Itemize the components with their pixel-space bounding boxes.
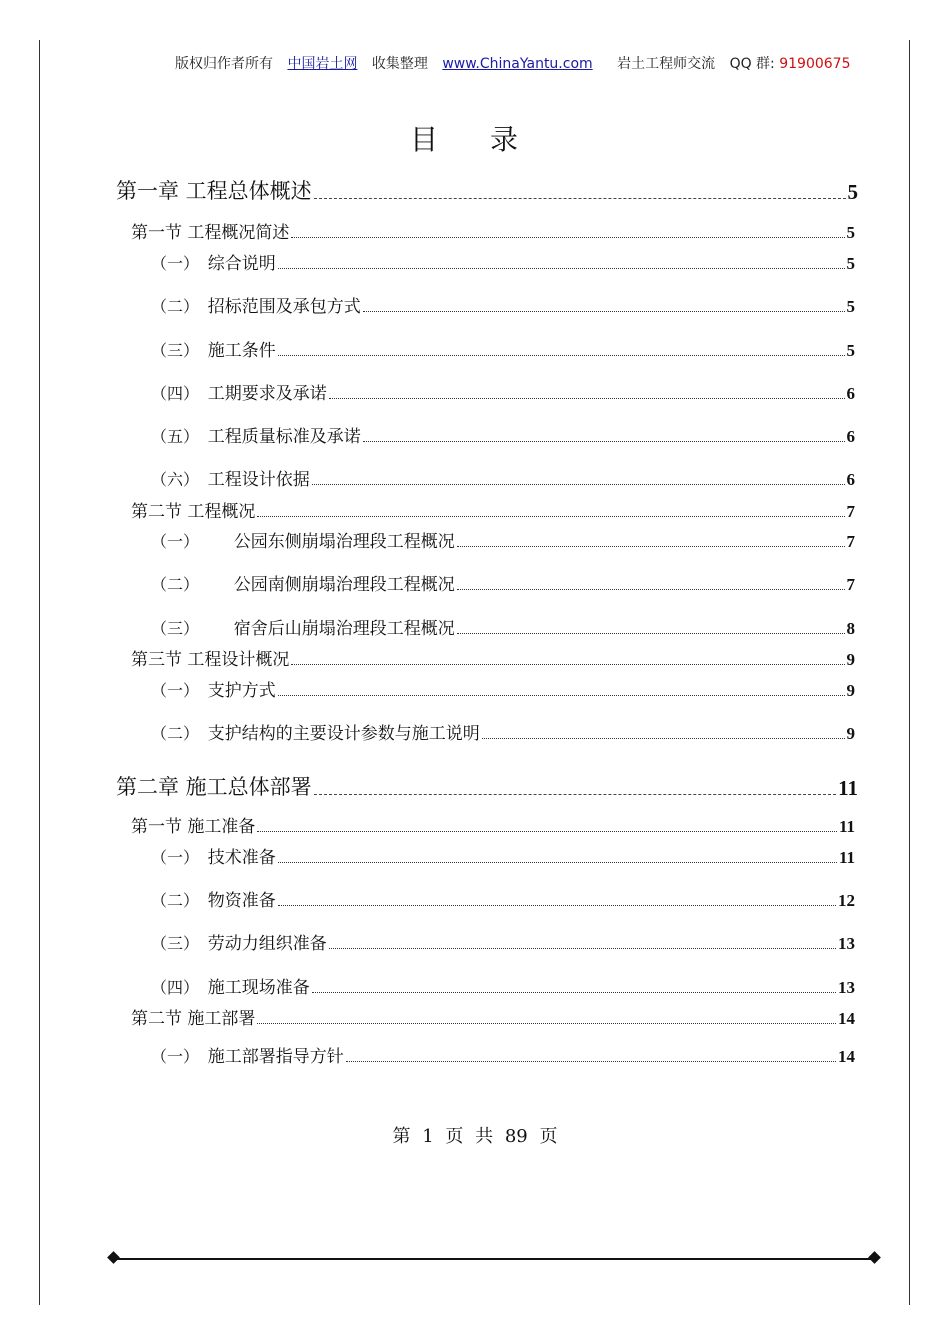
bottom-rule xyxy=(116,1258,876,1260)
toc-leader-dots xyxy=(291,664,844,665)
toc-entry-text: 技术准备 xyxy=(207,848,276,868)
toc-page-number: 7 xyxy=(846,502,855,521)
toc-leader-dots xyxy=(257,1023,836,1024)
toc-leader-dots xyxy=(312,484,845,485)
toc-entry-label: 第三节 工程设计概况 xyxy=(131,650,290,670)
toc-page-number: 6 xyxy=(846,427,855,446)
toc-entry[interactable] xyxy=(151,1042,855,1067)
toc-page-number: 14 xyxy=(838,1047,855,1066)
header-url-link[interactable]: www.ChinaYantu.com xyxy=(442,56,593,72)
toc-entry-label xyxy=(151,614,455,639)
toc-leader-dots xyxy=(314,198,846,199)
header-community: 岩土工程师交流 xyxy=(617,56,716,72)
toc-page-number: 5 xyxy=(846,297,855,316)
toc-entry-label: 第二节 施工部署 xyxy=(131,1009,256,1029)
toc-entry-label xyxy=(151,292,361,317)
right-margin-line xyxy=(909,40,910,1305)
toc-entry-text: 宿舍后山崩塌治理段工程概况 xyxy=(233,619,455,639)
toc-entry[interactable] xyxy=(151,614,855,639)
toc-page-number: 5 xyxy=(846,341,855,360)
toc-entry[interactable] xyxy=(151,422,855,447)
toc-entry-label xyxy=(151,1042,344,1067)
page-footer: 第 1 页 共 89 页 xyxy=(392,1126,558,1147)
toc-leader-dots xyxy=(278,355,845,356)
toc-entry-text: 施工条件 xyxy=(207,341,276,361)
toc-entry-label xyxy=(151,719,480,744)
toc-entry-text: 施工现场准备 xyxy=(207,978,310,998)
toc-entry-number: （三） xyxy=(151,934,200,953)
toc-entry[interactable] xyxy=(151,719,855,744)
toc-page-number: 9 xyxy=(846,650,855,669)
toc-entry-number: （二） xyxy=(151,297,200,316)
toc-leader-dots xyxy=(329,948,836,949)
toc-page-number: 6 xyxy=(846,470,855,489)
toc-entry[interactable] xyxy=(151,973,855,998)
toc-entry-number: （五） xyxy=(151,427,200,446)
toc-entry-label xyxy=(151,422,361,447)
toc-leader-dots xyxy=(363,441,845,442)
toc-entry-text: 支护方式 xyxy=(207,681,276,701)
toc-entry[interactable] xyxy=(131,812,855,837)
toc-leader-dots xyxy=(346,1061,836,1062)
toc-entry-number: （三） xyxy=(151,619,200,638)
toc-entry-text: 招标范围及承包方式 xyxy=(207,297,361,317)
header-qq-number: 91900675 xyxy=(779,56,851,72)
toc-page-number: 12 xyxy=(838,891,855,910)
toc-entry-label: 第一章 工程总体概述 xyxy=(116,179,312,203)
toc-entry-label xyxy=(151,336,276,361)
toc-entry-number: （一） xyxy=(151,1047,200,1066)
toc-page-number: 9 xyxy=(846,724,855,743)
toc-entry[interactable] xyxy=(151,379,855,404)
toc-page-number: 9 xyxy=(846,681,855,700)
toc-page-number: 14 xyxy=(838,1009,855,1028)
toc-entry-number: （一） xyxy=(151,532,200,551)
toc-entry[interactable] xyxy=(131,1004,855,1029)
toc-page-number: 8 xyxy=(846,619,855,638)
toc-page-number: 5 xyxy=(846,223,855,242)
toc-entry-number: （二） xyxy=(151,724,200,743)
toc-entry[interactable] xyxy=(151,843,855,868)
toc-entry[interactable] xyxy=(151,249,855,274)
toc-entry[interactable] xyxy=(151,886,855,911)
toc-entry-number: （四） xyxy=(151,978,200,997)
toc-entry-number: （三） xyxy=(151,341,200,360)
toc-entry-number: （一） xyxy=(151,681,200,700)
header-qq-label: QQ 群: xyxy=(729,56,775,72)
toc-leader-dots xyxy=(482,738,845,739)
toc-leader-dots xyxy=(457,546,845,547)
toc-entry[interactable] xyxy=(116,175,858,205)
toc-entry[interactable] xyxy=(151,676,855,701)
toc-entry-number: （一） xyxy=(151,254,200,273)
toc-page-number: 7 xyxy=(846,575,855,594)
toc-entry[interactable] xyxy=(151,336,855,361)
toc-leader-dots xyxy=(278,268,845,269)
header-collect: 收集整理 xyxy=(371,56,428,72)
toc-leader-dots xyxy=(329,398,845,399)
toc-leader-dots xyxy=(257,831,837,832)
toc-entry-text: 公园南侧崩塌治理段工程概况 xyxy=(233,575,455,595)
toc-page-number: 5 xyxy=(847,180,858,204)
toc-entry[interactable] xyxy=(151,570,855,595)
toc-entry[interactable] xyxy=(116,771,858,801)
header-site-link[interactable]: 中国岩土网 xyxy=(287,56,358,72)
toc-entry-text: 支护结构的主要设计参数与施工说明 xyxy=(207,724,480,744)
toc-leader-dots xyxy=(278,862,837,863)
toc-entry-label: 第一节 工程概况简述 xyxy=(131,223,290,243)
diamond-ornament-right xyxy=(868,1251,881,1264)
toc-entry[interactable] xyxy=(151,292,855,317)
toc-entry-label: 第一节 施工准备 xyxy=(131,817,256,837)
toc-entry[interactable] xyxy=(131,645,855,670)
toc-leader-dots xyxy=(257,516,844,517)
toc-entry-number: （四） xyxy=(151,384,200,403)
toc-leader-dots xyxy=(278,905,836,906)
toc-leader-dots xyxy=(314,794,836,795)
toc-page-number: 13 xyxy=(838,978,855,997)
toc-entry-label: 第二节 工程概况 xyxy=(131,502,256,522)
toc-entry-text: 劳动力组织准备 xyxy=(207,934,327,954)
toc-page-number: 11 xyxy=(838,817,855,836)
toc-leader-dots xyxy=(278,695,845,696)
toc-entry-label xyxy=(151,465,310,490)
toc-entry-label xyxy=(151,886,276,911)
toc-leader-dots xyxy=(363,311,845,312)
toc-page-number: 11 xyxy=(838,776,858,800)
toc-entry-text: 工程设计依据 xyxy=(207,470,310,490)
toc-entry-number: （二） xyxy=(151,575,200,594)
toc-entry-label xyxy=(151,929,327,954)
toc-entry-label xyxy=(151,527,455,552)
toc-entry-text: 工程质量标准及承诺 xyxy=(207,427,361,447)
toc-entry-number: （六） xyxy=(151,470,200,489)
left-margin-line xyxy=(39,40,40,1305)
toc-page-number: 6 xyxy=(846,384,855,403)
toc-entry-label xyxy=(151,249,276,274)
toc-leader-dots xyxy=(457,589,845,590)
toc-entry-text: 物资准备 xyxy=(207,891,276,911)
toc-entry-text: 工期要求及承诺 xyxy=(207,384,327,404)
toc-entry-number: （一） xyxy=(151,848,200,867)
toc-entry-label xyxy=(151,973,310,998)
toc-entry-text: 施工部署指导方针 xyxy=(207,1047,344,1067)
toc-entry-label xyxy=(151,379,327,404)
toc-entry-text: 综合说明 xyxy=(207,254,276,274)
toc-entry-number: （二） xyxy=(151,891,200,910)
toc-title: 目录 xyxy=(409,123,570,156)
toc-page-number: 7 xyxy=(846,532,855,551)
toc-leader-dots xyxy=(312,992,836,993)
page-header xyxy=(175,53,875,73)
toc-entry-label xyxy=(151,570,455,595)
toc-entry[interactable] xyxy=(151,929,855,954)
toc-page-number: 5 xyxy=(846,254,855,273)
toc-leader-dots xyxy=(457,633,845,634)
toc-leader-dots xyxy=(291,237,844,238)
toc-entry-label: 第二章 施工总体部署 xyxy=(116,775,312,799)
header-copyright: 版权归作者所有 xyxy=(175,56,273,72)
toc-entry[interactable] xyxy=(131,218,855,243)
toc-entry[interactable] xyxy=(151,465,855,490)
toc-page-number: 13 xyxy=(838,934,855,953)
toc-entry[interactable] xyxy=(151,527,855,552)
toc-entry-label xyxy=(151,676,276,701)
toc-entry[interactable] xyxy=(131,497,855,522)
toc-page-number: 11 xyxy=(838,848,855,867)
diamond-ornament-left xyxy=(107,1251,120,1264)
toc-entry-text: 公园东侧崩塌治理段工程概况 xyxy=(233,532,455,552)
toc-entry-label xyxy=(151,843,276,868)
